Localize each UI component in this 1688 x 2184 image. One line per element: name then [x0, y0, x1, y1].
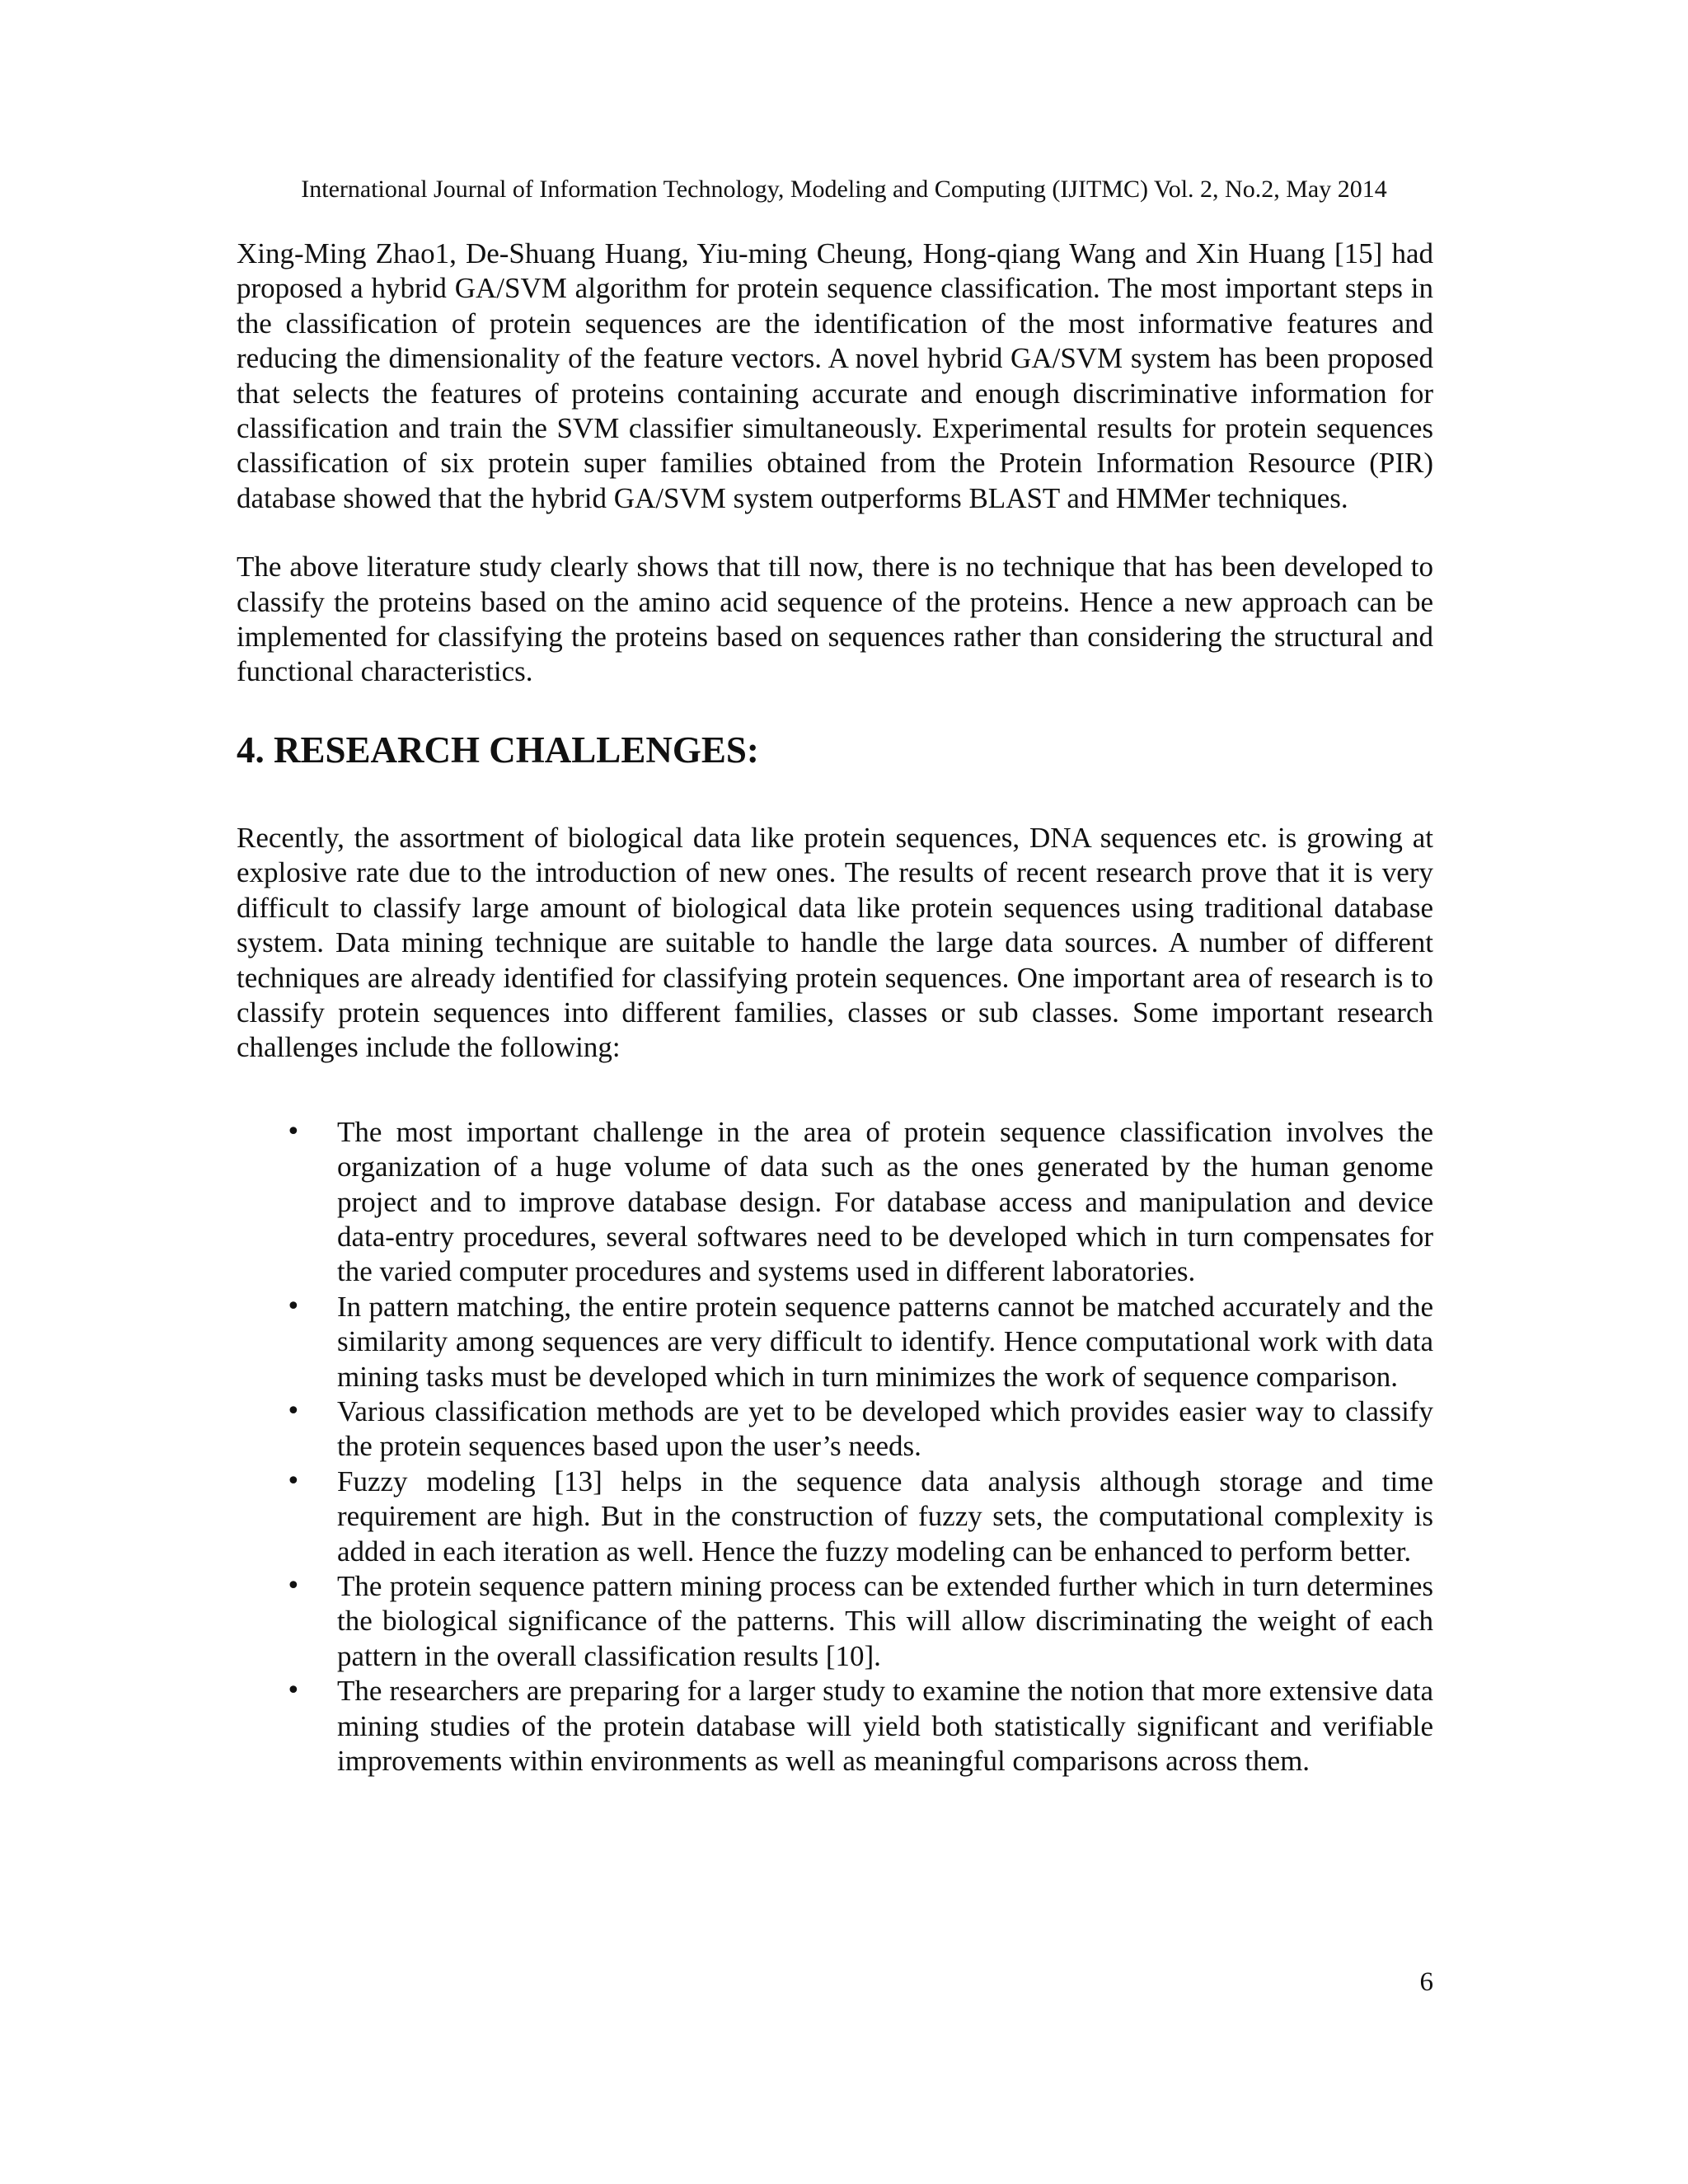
list-item	[237, 1465, 1433, 1569]
paragraph-research-challenges: Recently, the assortment of biological data like protein sequences, DNA sequences etc. is growing at explosive rate due to the introduction of new ones. The results of recent research prove that it is very difficult to classify large amount of biological data like protein sequences using traditional database system. Data mining technique are suitable to handle the large data sources. A number of different techniques are already identified for classifying protein sequences. One important area of research is to classify protein sequences into different families, classes or sub classes. Some important research challenges include the following:	[237, 821, 1433, 1064]
paragraph-literature-summary: The above literature study clearly shows that till now, there is no technique that has been developed to classify the proteins based on the amino acid sequence of the proteins. Hence a new approach can be implemented for classifying the proteins based on sequences rather than considering the structural and functional characteristics.	[237, 551, 1433, 688]
list-item-text: Various classification methods are yet to be developed which provides easier way to classify the protein sequences based upon the user’s needs.	[337, 1394, 1433, 1463]
bullet-icon: •	[286, 1291, 301, 1321]
bullet-icon: •	[286, 1676, 301, 1706]
list-item-text: The most important challenge in the area of protein sequence classification involves the organization of a huge volume of data such as the ones generated by the human genome project and to improve database design. For database access and manipulation and device data-entry procedures, several softwares need to be developed which in turn compensates for the varied computer procedures and systems used in different laboratories.	[337, 1115, 1433, 1288]
page-body	[237, 237, 1433, 1779]
paragraph-ga-svm: Xing-Ming Zhao1, De-Shuang Huang, Yiu-ming Cheung, Hong-qiang Wang and Xin Huang [15] had proposed a hybrid GA/SVM algorithm for protein sequence classification. The most important steps in the classification of protein sequences are the identification of the most informative features and reducing the dimensionality of the feature vectors. A novel hybrid GA/SVM system has been proposed that selects the features of proteins containing accurate and enough discriminative information for classification and train the SVM classifier simultaneously. Experimental results for protein sequences classification of six protein super families obtained from the Protein Information Resource (PIR) database showed that the hybrid GA/SVM system outperforms BLAST and HMMer techniques.	[237, 237, 1433, 514]
challenges-list	[237, 1115, 1433, 1779]
bullet-icon: •	[286, 1466, 301, 1496]
page-number: 6	[1419, 1967, 1433, 1997]
bullet-icon: •	[286, 1396, 301, 1426]
bullet-icon: •	[286, 1572, 301, 1601]
list-item	[237, 1569, 1433, 1674]
list-item	[237, 1290, 1433, 1394]
list-item-text: The protein sequence pattern mining process can be extended further which in turn determines the biological significance of the patterns. This will allow discriminating the weight of each pattern in the overall classification results [10].	[337, 1570, 1433, 1672]
section-heading: 4. RESEARCH CHALLENGES:	[237, 729, 759, 771]
list-item	[237, 1674, 1433, 1779]
list-item-text: Fuzzy modeling [13] helps in the sequence data analysis although storage and time requirement are high. But in the construction of fuzzy sets, the computational complexity is added in each iteration as well. Hence the fuzzy modeling can be enhanced to perform better.	[337, 1465, 1433, 1568]
journal-header: International Journal of Information Technology, Modeling and Computing (IJITMC) Vol. 2, No.2, May 2014	[301, 176, 1387, 203]
bullet-icon: •	[286, 1117, 301, 1146]
list-item-text: The researchers are preparing for a larger study to examine the notion that more extensive data mining studies of the protein database will yield both statistically significant and verifiable improvements within environments as well as meaningful comparisons across them.	[337, 1675, 1433, 1778]
list-item	[237, 1394, 1433, 1465]
list-item	[237, 1115, 1433, 1290]
list-item-text: In pattern matching, the entire protein sequence patterns cannot be matched accurately and the similarity among sequences are very difficult to identify. Hence computational work with data mining tasks must be developed which in turn minimizes the work of sequence comparison.	[337, 1290, 1433, 1393]
